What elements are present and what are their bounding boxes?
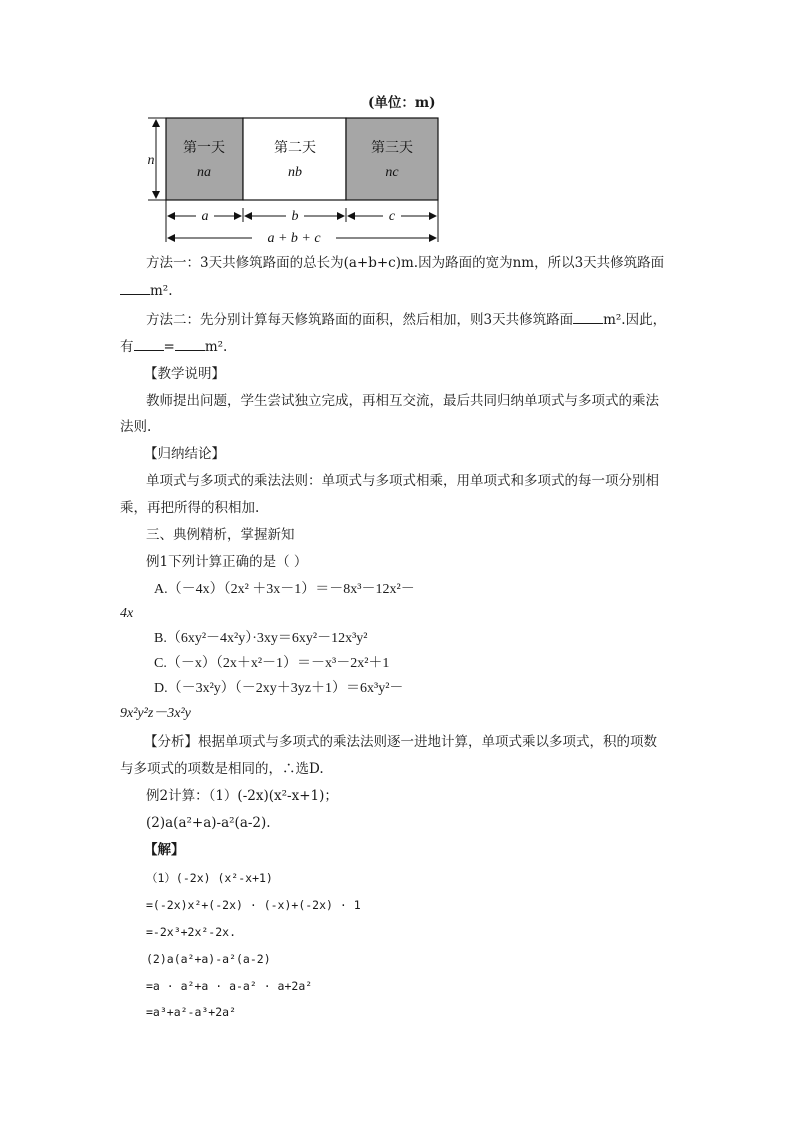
cell-day1 (166, 118, 243, 200)
method1-line2 (120, 282, 173, 300)
teaching-line2: 法则. (120, 419, 152, 435)
solution-line: =(-2x)x²+(-2x) · (-x)+(-2x) · 1 (146, 898, 361, 912)
method2-text-b: m².因此， (603, 312, 667, 328)
cell-day3-label: 第三天 (371, 140, 413, 156)
example1-option-a-cont: 4x (120, 606, 134, 621)
solution-line: （1）(-2x) (x²-x+1) (146, 871, 273, 885)
cell-day3 (346, 118, 438, 200)
total-label: a + b + c (267, 231, 321, 246)
example1-option-d-cont: 9x²y²z－3x²y (120, 706, 191, 721)
unit-label: (单位：m) (368, 95, 436, 111)
conclusion-line2: 乘，再把所得的积相加. (120, 500, 260, 516)
solution-line: (2)a(a²+a)-a²(a-2) (146, 952, 271, 966)
example1-question: 例1下列计算正确的是（ ） (146, 554, 308, 570)
cell-day2-label: 第二天 (274, 140, 316, 156)
example1-option-b[interactable]: B.（6xy²－4x²y）·3xy＝6xy²－12x³y² (154, 631, 368, 646)
answer-blank[interactable] (120, 282, 150, 295)
answer-blank[interactable] (175, 338, 205, 351)
width-label-c: c (388, 209, 396, 224)
solution-heading: 【解】 (144, 842, 185, 858)
method2-equals: = (163, 339, 175, 355)
cell-day3-area: nc (385, 165, 399, 180)
method1-unit: m². (150, 283, 173, 299)
method2-text-c: 有 (120, 339, 134, 355)
road-diagram (140, 110, 460, 250)
teaching-heading: 【教学说明】 (144, 366, 225, 382)
method2-unit: m². (204, 339, 228, 355)
conclusion-line1: 单项式与多项式的乘法法则：单项式与多项式相乘，用单项式和多项式的每一项分别相 (146, 473, 659, 489)
width-label-b: b (291, 209, 299, 224)
cell-day2-area: nb (288, 165, 302, 180)
width-label-a: a (201, 209, 209, 224)
example1-option-d[interactable]: D.（－3x²y）（－2xy＋3yz＋1）＝6x³y²－ (154, 681, 404, 696)
section-heading: 三、典例精析，掌握新知 (146, 527, 295, 543)
example1-option-c[interactable]: C.（－x）（2x＋x²－1）＝－x³－2x²＋1 (154, 656, 390, 671)
cell-day1-label: 第一天 (183, 140, 225, 156)
example2-line1: 例2计算：（1）(-2x)(x²-x+1)； (146, 788, 338, 804)
method2-line2 (120, 338, 227, 356)
solution-line: =a³+a²-a³+2a² (146, 1005, 237, 1019)
analysis-line2: 与多项式的项数是相同的，∴选D. (120, 761, 324, 777)
answer-blank[interactable] (573, 311, 603, 324)
method2-text-a: 方法二：先分别计算每天修筑路面的面积，然后相加，则3天共修筑路面 (146, 312, 574, 328)
solution-line: =a · a²+a · a-a² · a+2a² (146, 979, 313, 993)
method2-line1 (146, 311, 666, 329)
height-label: n (147, 153, 155, 168)
cell-day2 (243, 118, 346, 200)
conclusion-heading: 【归纳结论】 (144, 446, 225, 462)
teaching-line1: 教师提出问题，学生尝试独立完成，再相互交流，最后共同归纳单项式与多项式的乘法 (146, 393, 659, 409)
solution-line: =-2x³+2x²-2x. (146, 925, 237, 939)
analysis-line1: 【分析】根据单项式与多项式的乘法法则逐一进地计算，单项式乘以多项式，积的项数 (144, 734, 657, 750)
answer-blank[interactable] (134, 338, 164, 351)
example2-line2: (2)a(a²+a)-a²(a-2). (146, 815, 271, 831)
example1-option-a[interactable]: A.（－4x）（2x² ＋3x－1）＝－8x³－12x²－ (154, 582, 415, 597)
method1-line1: 方法一：3天共修筑路面的总长为(a+b+c)m.因为路面的宽为nm，所以3天共修筑路面 (146, 255, 665, 271)
cell-day1-area: na (197, 165, 211, 180)
